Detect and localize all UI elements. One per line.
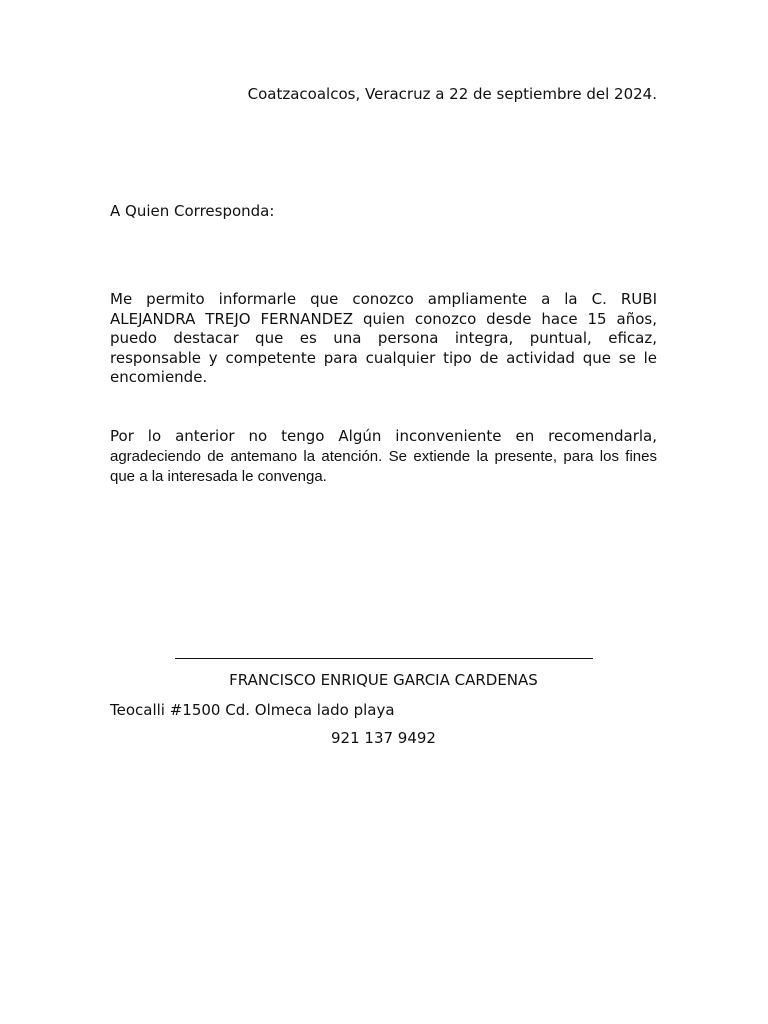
signature-line — [175, 658, 593, 659]
body-paragraph-2-rest: agradeciendo de antemano la atención. Se extiende la presente, para los fines que a la interesada le convenga. — [110, 447, 657, 485]
signer-name: FRANCISCO ENRIQUE GARCIA CARDENAS — [229, 671, 538, 689]
body-paragraph-2 — [110, 427, 657, 487]
signer-phone: 921 137 9492 — [331, 729, 436, 747]
greeting: A Quien Corresponda: — [110, 202, 275, 220]
date-line: Coatzacoalcos, Veracruz a 22 de septiembre del 2024. — [247, 85, 657, 103]
body-paragraph-2-first-line: Por lo anterior no tengo Algún inconveniente en recomendarla, — [110, 427, 657, 445]
body-paragraph-1: Me permito informarle que conozco ampliamente a la C. RUBI ALEJANDRA TREJO FERNANDEZ quien conozco desde hace 15 años, puedo destacar que es una persona integra, puntual, eficaz, responsable y competente para cualquier tipo de actividad que se le encomiende. — [110, 290, 657, 387]
signer-address: Teocalli #1500 Cd. Olmeca lado playa — [110, 701, 395, 719]
